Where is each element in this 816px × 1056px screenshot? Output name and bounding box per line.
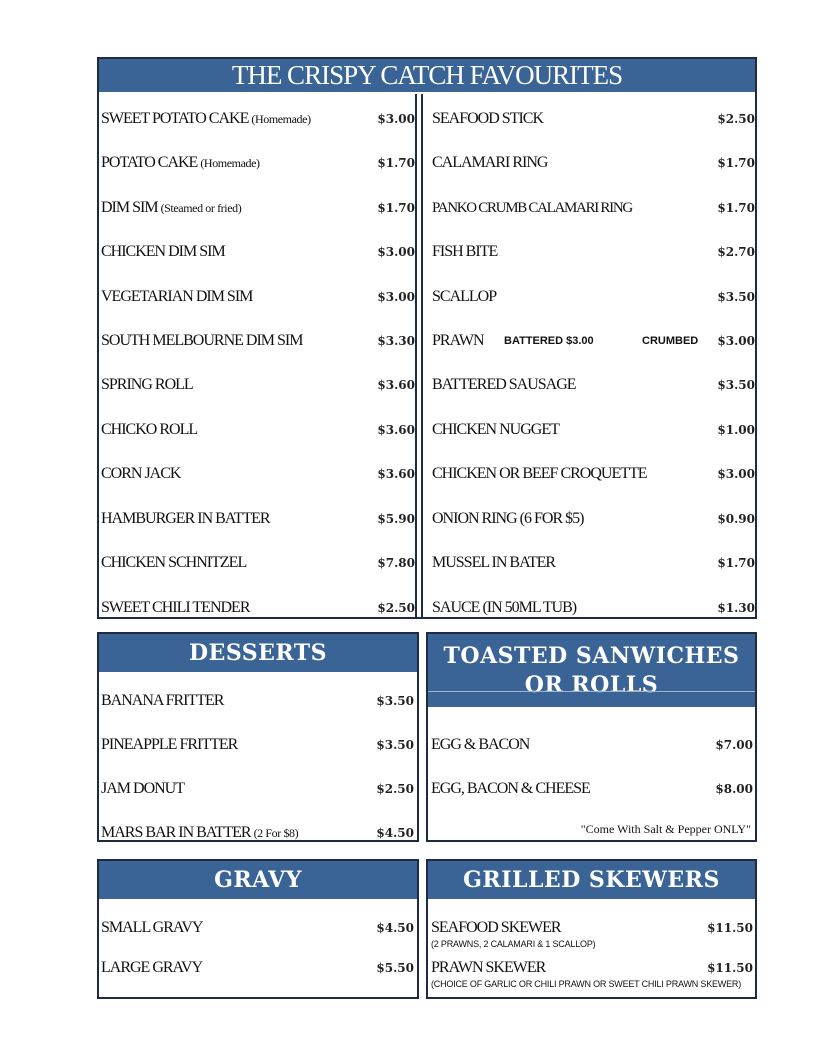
list-item: PRAWN SKEWER $11.50 <box>431 959 753 976</box>
list-item: SWEET POTATO CAKE (Homemade) $3.00 <box>101 110 415 127</box>
list-item: MUSSEL IN BATER $1.70 <box>432 554 755 571</box>
list-item: CORN JACK $3.60 <box>101 465 415 482</box>
list-item: EGG, BACON & CHEESE $8.00 <box>431 780 753 797</box>
list-item: FISH BITE $2.70 <box>432 243 755 260</box>
list-item: EGG & BACON $7.00 <box>431 736 753 753</box>
list-item: PRAWN BATTERED $3.00 CRUMBED $3.00 <box>432 332 755 349</box>
list-item: VEGETARIAN DIM SIM $3.00 <box>101 288 415 305</box>
list-item: CHICKEN OR BEEF CROQUETTE $3.00 <box>432 465 755 482</box>
list-item: HAMBURGER IN BATTER $5.90 <box>101 510 415 527</box>
toasted-title-line2: OR ROLLS <box>524 672 659 698</box>
list-item: SWEET CHILI TENDER $2.50 <box>101 599 415 616</box>
toasted-title-line1: TOASTED SANWICHES <box>443 643 740 669</box>
toasted-title <box>428 634 755 708</box>
list-item: PANKO CRUMB CALAMARI RING $1.70 <box>432 200 755 216</box>
list-item: LARGE GRAVY $5.50 <box>101 959 414 976</box>
list-item: SOUTH MELBOURNE DIM SIM $3.30 <box>101 332 415 349</box>
list-item: SCALLOP $3.50 <box>432 288 755 305</box>
favourites-section <box>97 57 757 619</box>
list-item: BANANA FRITTER $3.50 <box>101 692 414 709</box>
favourites-title: THE CRISPY CATCH FAVOURITES <box>99 59 755 92</box>
list-item: CHICKEN NUGGET $1.00 <box>432 421 755 438</box>
list-item: SAUCE (IN 50ML TUB) $1.30 <box>432 599 755 616</box>
list-item: SMALL GRAVY $4.50 <box>101 919 414 936</box>
list-item: SPRING ROLL $3.60 <box>101 376 415 393</box>
desserts-title: DESSERTS <box>99 634 417 672</box>
column-divider <box>415 94 423 617</box>
list-item: SEAFOOD STICK $2.50 <box>432 110 755 127</box>
list-item: CHICKEN DIM SIM $3.00 <box>101 243 415 260</box>
item-note: (CHOICE OF GARLIC OR CHILI PRAWN OR SWEET CHILI PRAWN SKEWER) <box>431 979 741 989</box>
list-item: PINEAPPLE FRITTER $3.50 <box>101 736 414 753</box>
desserts-section <box>97 632 419 842</box>
list-item: ONION RING (6 FOR $5) $0.90 <box>432 510 755 527</box>
header-rule <box>428 691 755 692</box>
gravy-section <box>97 859 419 999</box>
item-note: (2 PRAWNS, 2 CALAMARI & 1 SCALLOP) <box>431 939 596 949</box>
skewers-section <box>426 859 757 999</box>
list-item: CALAMARI RING $1.70 <box>432 154 755 171</box>
list-item: JAM DONUT $2.50 <box>101 780 414 797</box>
toasted-section <box>426 632 757 842</box>
list-item: BATTERED SAUSAGE $3.50 <box>432 376 755 393</box>
list-item: POTATO CAKE (Homemade) $1.70 <box>101 154 415 171</box>
list-item: CHICKEN SCHNITZEL $7.80 <box>101 554 415 571</box>
list-item: CHICKO ROLL $3.60 <box>101 421 415 438</box>
skewers-title: GRILLED SKEWERS <box>428 861 755 899</box>
toasted-footnote: "Come With Salt & Pepper ONLY" <box>580 822 751 836</box>
list-item: SEAFOOD SKEWER $11.50 <box>431 919 753 936</box>
list-item: MARS BAR IN BATTER (2 For $8) $4.50 <box>101 824 414 841</box>
list-item: DIM SIM (Steamed or fried) $1.70 <box>101 199 415 216</box>
gravy-title: GRAVY <box>99 861 417 899</box>
